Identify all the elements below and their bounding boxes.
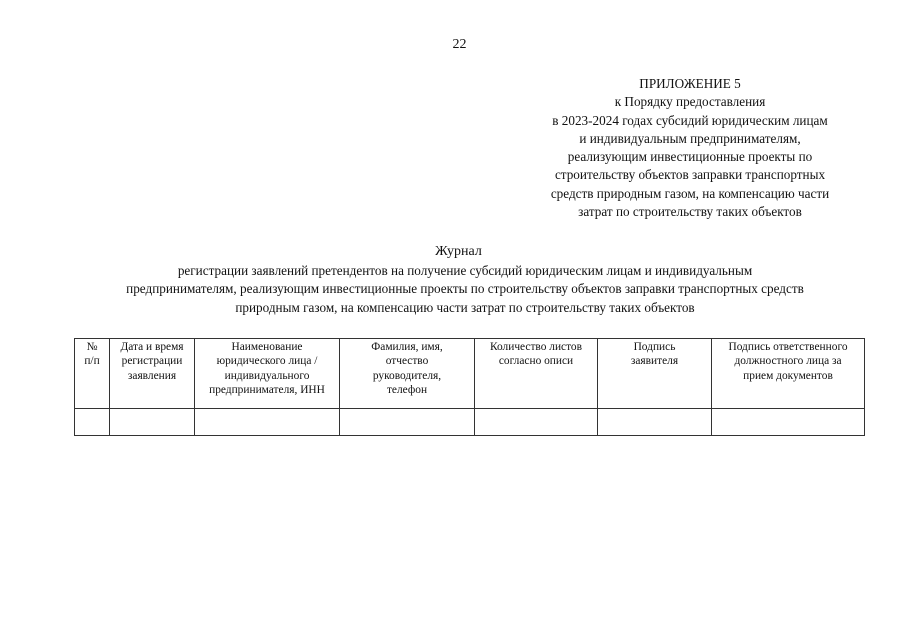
header-text: руководителя,	[372, 369, 442, 382]
appendix-line: затрат по строительству таких объектов	[578, 204, 802, 220]
appendix-line: строительству объектов заправки транспортных	[554, 167, 826, 183]
header-text: согласно описи	[498, 355, 574, 368]
appendix-heading: ПРИЛОЖЕНИЕ 5	[639, 76, 741, 91]
header-text: отчество	[385, 355, 429, 368]
appendix-line: реализующим инвестиционные проекты по	[567, 149, 813, 165]
column-header-official-signature	[712, 339, 865, 409]
header-text: Наименование	[231, 341, 303, 353]
header-text: Количество листов	[489, 341, 583, 353]
header-text: заявителя	[630, 355, 679, 368]
header-text: должностного лица за	[734, 355, 842, 368]
header-text: регистрации	[121, 355, 183, 368]
header-text: Подпись	[633, 341, 676, 353]
column-header-datetime	[110, 339, 195, 409]
journal-subtitle-line: природным газом, на компенсацию части затрат по строительству таких объектов	[235, 299, 695, 315]
header-text: юридического лица /	[216, 355, 318, 368]
header-text: №	[86, 341, 98, 353]
appendix-line: к Порядку предоставления	[614, 94, 766, 110]
table-cell	[340, 409, 475, 436]
header-text: прием документов	[743, 369, 833, 382]
table-row	[75, 409, 865, 436]
header-text: заявления	[127, 369, 177, 382]
journal-subtitle-line: предпринимателям, реализующим инвестиционные проекты по строительству объектов заправки транспортных средств	[126, 281, 804, 297]
appendix-block	[520, 75, 860, 221]
journal-subtitle	[60, 262, 870, 317]
header-text: телефон	[386, 383, 428, 396]
header-text: Подпись ответственного	[728, 341, 848, 353]
header-text: предпринимателя, ИНН	[209, 383, 325, 396]
table-cell	[110, 409, 195, 436]
column-header-manager	[340, 339, 475, 409]
column-header-applicant-signature	[598, 339, 712, 409]
table-cell	[75, 409, 110, 436]
column-header-number	[75, 339, 110, 409]
appendix-line: в 2023-2024 годах субсидий юридическим лицам	[552, 112, 828, 128]
header-text: индивидуального	[224, 369, 310, 382]
column-header-organization	[195, 339, 340, 409]
journal-title: Журнал	[435, 244, 482, 259]
registration-table	[74, 338, 865, 436]
table-cell	[475, 409, 598, 436]
journal-subtitle-line: регистрации заявлений претендентов на получение субсидий юридическим лицам и индивидуальным	[177, 263, 753, 278]
appendix-line: и индивидуальным предпринимателям,	[579, 130, 801, 146]
table-cell	[712, 409, 865, 436]
column-header-sheet-count	[475, 339, 598, 409]
appendix-line: средств природным газом, на компенсацию части	[550, 185, 830, 201]
header-text: Фамилия, имя,	[371, 341, 443, 353]
table-cell	[598, 409, 712, 436]
header-text: п/п	[84, 355, 100, 368]
table-header-row	[75, 339, 865, 409]
table-cell	[195, 409, 340, 436]
page-number: 22	[452, 37, 467, 52]
header-text: Дата и время	[120, 341, 184, 353]
